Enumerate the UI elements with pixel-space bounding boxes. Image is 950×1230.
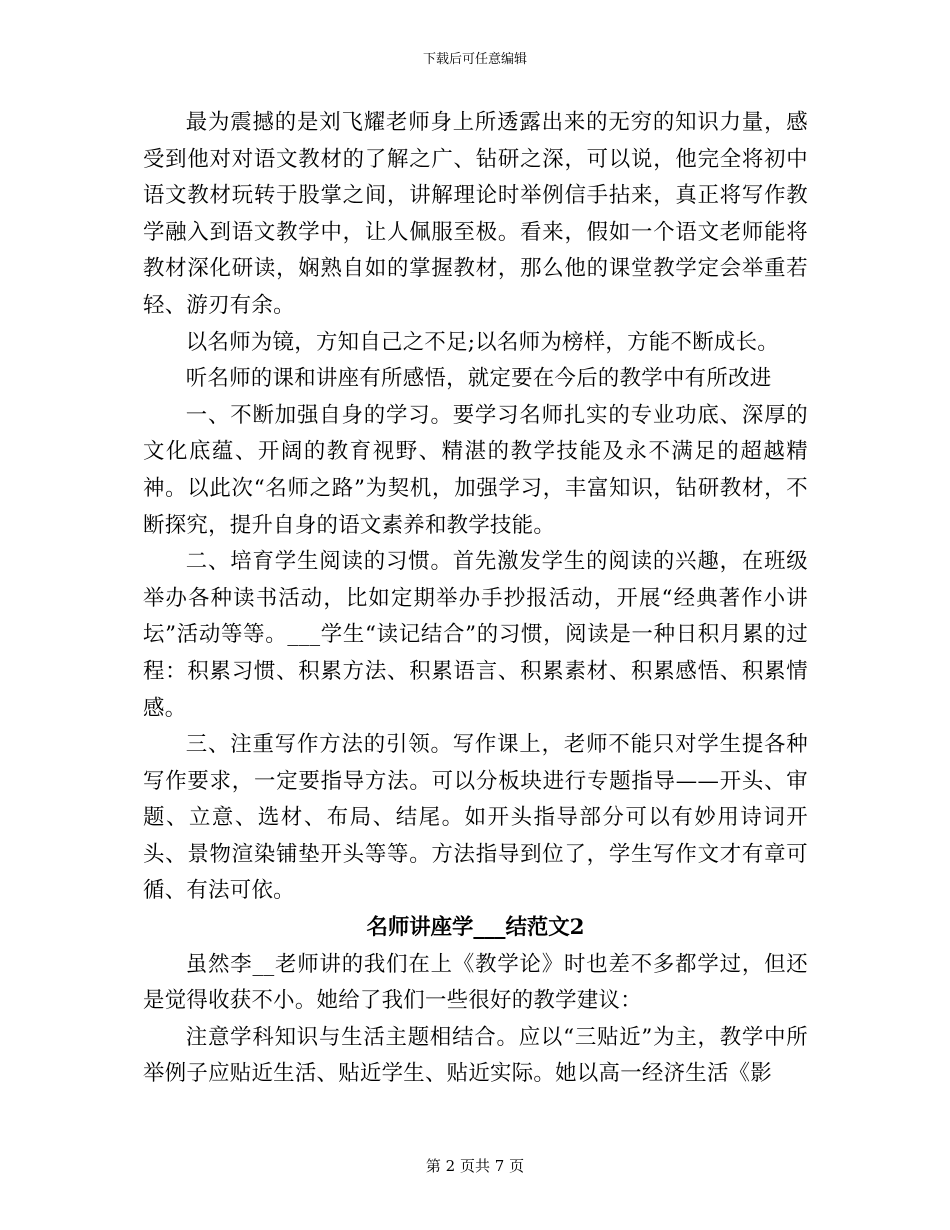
- paragraph-subject-life: 注意学科知识与生活主题相结合。应以“三贴近”为主，教学中所举例子应贴近生活、贴近学生、贴近实际。她以高一经济生活《影: [143, 1024, 808, 1087]
- paragraph-master-impression: 最为震撼的是刘飞耀老师身上所透露出来的无穷的知识力量，感受到他对对语文教材的了解之广、钻研之深，可以说，他完全将初中语文教材玩转于股掌之间，讲解理论时举例信手拈来，真正将写作教学融入到语文教学中，让人佩服至极。看来，假如一个语文老师能将教材深化研读，娴熟自如的掌握教材，那么他的课堂教学定会举重若轻、游刃有余。: [143, 110, 808, 318]
- section-title: 名师讲座学___结范文2: [366, 915, 585, 941]
- paragraph-mirror-quote: 以名师为镜，方知自己之不足;以名师为榜样，方能不断成长。: [185, 329, 779, 355]
- page-number-footer: 第 2 页共 7 页: [425, 1157, 525, 1175]
- paragraph-point-three: 三、注重写作方法的引领。写作课上，老师不能只对学生提各种写作要求，一定要指导方法。可以分板块进行专题指导——开头、审题、立意、选材、布局、结尾。如开头指导部分可以有妙用诗词开头、景物渲染铺垫开头等等。方法指导到位了，学生写作文才有章可循、有法可依。: [143, 732, 808, 904]
- paragraph-point-one: 一、不断加强自身的学习。要学习名师扎实的专业功底、深厚的文化底蕴、开阔的教育视野、精湛的教学技能及永不满足的超越精神。以此次“名师之路”为契机，加强学习，丰富知识，钻研教材，不断探究，提升自身的语文素养和教学技能。: [143, 402, 808, 538]
- paragraph-improvement-intro: 听名师的课和讲座有所感悟，就定要在今后的教学中有所改进: [185, 366, 772, 392]
- document-body: [143, 105, 808, 1093]
- page-header-note: 下载后可任意编辑: [422, 52, 527, 67]
- paragraph-point-two: 二、培育学生阅读的习惯。首先激发学生的阅读的兴趣，在班级举办各种读书活动，比如定期举办手抄报活动，开展“经典著作小讲坛”活动等等。___学生“读记结合”的习惯，阅读是一种日积月累的过程：积累习惯、积累方法、积累语言、积累素材、积累感悟、积累情感。: [143, 549, 808, 721]
- paragraph-lecture-intro: 虽然李__老师讲的我们在上《教学论》时也差不多都学过，但还是觉得收获不小。她给了我们一些很好的教学建议：: [143, 951, 808, 1014]
